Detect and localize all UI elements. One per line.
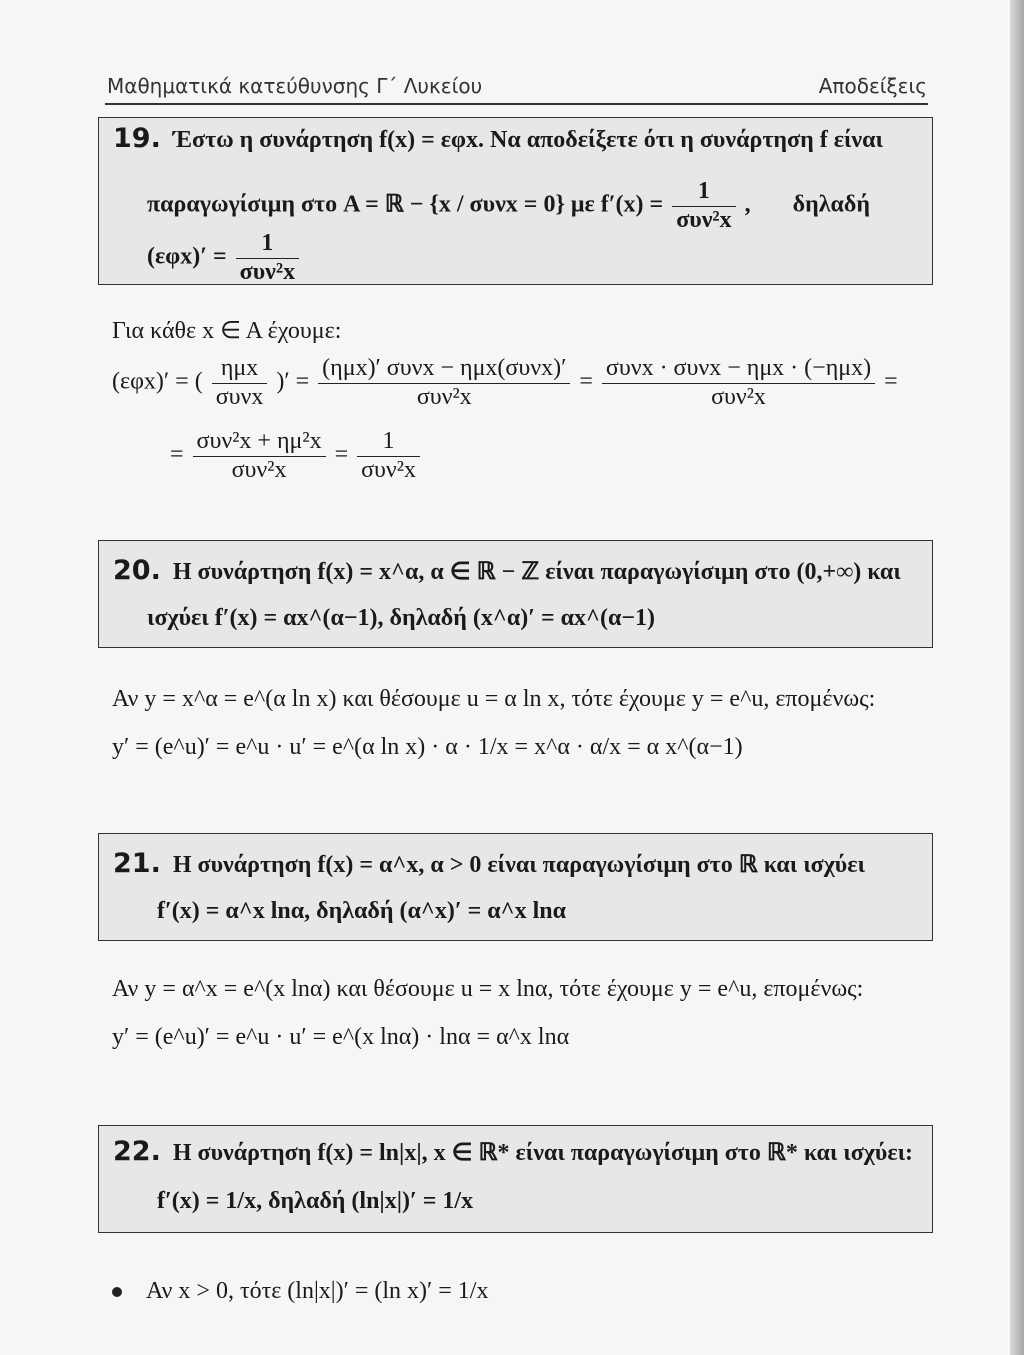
theorem-19-box: 19. Έστω η συνάρτηση f(x) = εφx. Να αποδείξετε ότι η συνάρτηση f είναι παραγωγίσιμη στο A = ℝ − {x / συνx = 0} με f′(x) = $\frac{1}{\text{συν²x}}$ , δηλαδή (εφx)′ = $\frac{1}{\text{συν²x}}$ <box>98 117 933 285</box>
proof-formula-line: = $\frac{\text{συν²x + ημ²x}}{\text{συν²x}}$ = $\frac{1}{\text{συν²x}}$ <box>170 428 423 484</box>
header-rule <box>105 103 928 105</box>
proof-formula-line: (εφx)′ = ( $\frac{\text{ημx}}{\text{συνx}}$ )′ = $\frac{\text{(ημx)′ συνx − ημx(συνx)′}}{\text{συν²x}}$ = $\frac{\text{συνx · συνx − ημx · (−ημx)}}{\text{συν²x}}$ = <box>112 355 898 410</box>
fraction <box>672 178 735 234</box>
theorem-text: Η συνάρτηση f(x) = α^x, α > 0 είναι παραγωγίσιμη στο ℝ και ισχύει <box>172 852 865 878</box>
denominator: συνx <box>215 383 264 410</box>
proof-formula-line: y′ = (e^u)′ = e^u · u′ = e^(x lnα) · lnα = α^x lnα <box>112 1024 570 1050</box>
numerator: (ημx)′ συνx − ημx(συνx)′ <box>318 355 570 384</box>
theorem-21-box <box>98 833 933 941</box>
denominator: συν²x <box>676 206 732 233</box>
denominator: συν²x <box>416 383 472 410</box>
theorem-number: 20. <box>113 555 161 586</box>
fraction <box>236 230 299 286</box>
proof-formula-line: y′ = (e^u)′ = e^u · u′ = e^(α ln x) · α · 1/x = x^α · α/x = α x^(α−1) <box>112 734 743 760</box>
numerator: συνx · συνx − ημx · (−ημx) <box>602 355 875 384</box>
fraction <box>318 355 570 411</box>
page-edge-shadow <box>1010 0 1024 1355</box>
theorem-formula: (εφx)′ = <box>147 243 227 270</box>
denominator: συν²x <box>231 456 287 483</box>
theorem-text: Έστω η συνάρτηση f(x) = εφx. Να αποδείξετε ότι η συνάρτηση f είναι <box>172 127 883 153</box>
running-header <box>107 74 927 102</box>
theorem-text: ισχύει f′(x) = αx^(α−1), δηλαδή (x^α)′ = αx^(α−1) <box>147 605 656 631</box>
bullet-icon <box>112 1287 122 1297</box>
header-left: Μαθηματικά κατεύθυνσης Γ΄ Λυκείου <box>107 74 483 98</box>
proof-text: Αν y = x^α = e^(α ln x) και θέσουμε u = α ln x, τότε έχουμε y = e^u, επομένως: <box>112 686 876 712</box>
theorem-text: f′(x) = 1/x, δηλαδή (ln|x|)′ = 1/x <box>157 1188 474 1214</box>
denominator: συν²x <box>711 383 766 410</box>
fraction <box>212 355 268 411</box>
theorem-text: δηλαδή <box>792 191 870 218</box>
proof-text: Για κάθε x ∈ A έχουμε: <box>112 318 342 344</box>
header-right: Αποδείξεις <box>818 74 927 98</box>
theorem-text: Η συνάρτηση f(x) = x^α, α ∈ ℝ − ℤ είναι παραγωγίσιμη στο (0,+∞) και <box>172 559 901 585</box>
numerator: 1 <box>672 178 735 207</box>
numerator: συν²x + ημ²x <box>193 428 326 457</box>
theorem-number: 22. <box>113 1136 161 1167</box>
theorem-22-box <box>98 1125 933 1233</box>
numerator: 1 <box>236 230 299 259</box>
theorem-text: παραγωγίσιμη στο A = ℝ − {x / συνx = 0} με f′(x) = <box>147 191 664 218</box>
theorem-text: f′(x) = α^x lnα, δηλαδή (α^x)′ = α^x lnα <box>157 898 567 924</box>
fraction <box>602 355 875 411</box>
fraction <box>357 428 420 484</box>
proof-text: Αν x > 0, τότε (ln|x|)′ = (ln x)′ = 1/x <box>146 1278 489 1304</box>
theorem-20-box <box>98 540 933 648</box>
denominator: συν²x <box>361 456 416 483</box>
fraction <box>193 428 326 484</box>
denominator: συν²x <box>239 258 296 285</box>
theorem-text: Η συνάρτηση f(x) = ln|x|, x ∈ ℝ* είναι παραγωγίσιμη στο ℝ* και ισχύει: <box>172 1140 914 1166</box>
numerator: ημx <box>212 355 268 384</box>
proof-text: Αν y = α^x = e^(x lnα) και θέσουμε u = x lnα, τότε έχουμε y = e^u, επομένως: <box>112 976 864 1002</box>
theorem-number: 19. <box>113 123 161 154</box>
numerator: 1 <box>357 428 420 457</box>
formula-part: (εφx)′ = ( <box>112 368 209 395</box>
theorem-number: 21. <box>113 848 161 879</box>
